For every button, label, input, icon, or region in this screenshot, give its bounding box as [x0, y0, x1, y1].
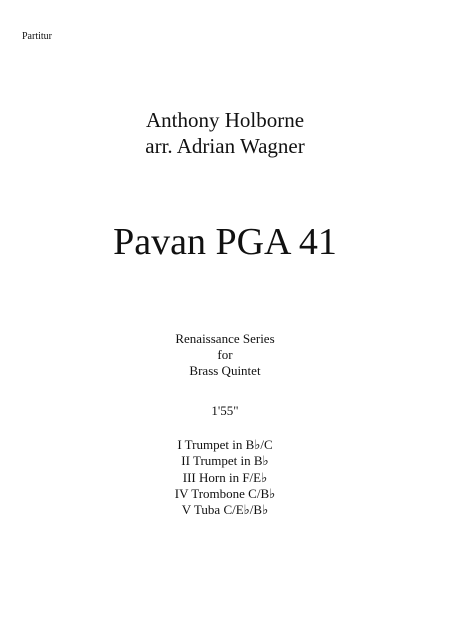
series-for: for	[217, 347, 233, 362]
instrument-item: II Trumpet in B♭	[181, 453, 269, 469]
instrument-item: V Tuba C/E♭/B♭	[181, 502, 269, 518]
arranger-name: arr. Adrian Wagner	[145, 134, 305, 158]
series-block	[0, 331, 450, 379]
piece-title: Pavan PGA 41	[113, 221, 337, 263]
ensemble-name: Brass Quintet	[189, 363, 261, 378]
instrument-item: IV Trombone C/B♭	[174, 485, 276, 501]
instrument-item: III Horn in F/E♭	[182, 469, 268, 485]
composer-block	[0, 107, 450, 159]
composer-name: Anthony Holborne	[145, 108, 305, 132]
instrument-item: I Trumpet in B♭/C	[177, 437, 273, 452]
duration: 1'55"	[211, 403, 239, 418]
instrument-list	[0, 437, 450, 518]
series-name: Renaissance Series	[175, 331, 275, 346]
score-type-label: Partitur	[22, 31, 52, 42]
